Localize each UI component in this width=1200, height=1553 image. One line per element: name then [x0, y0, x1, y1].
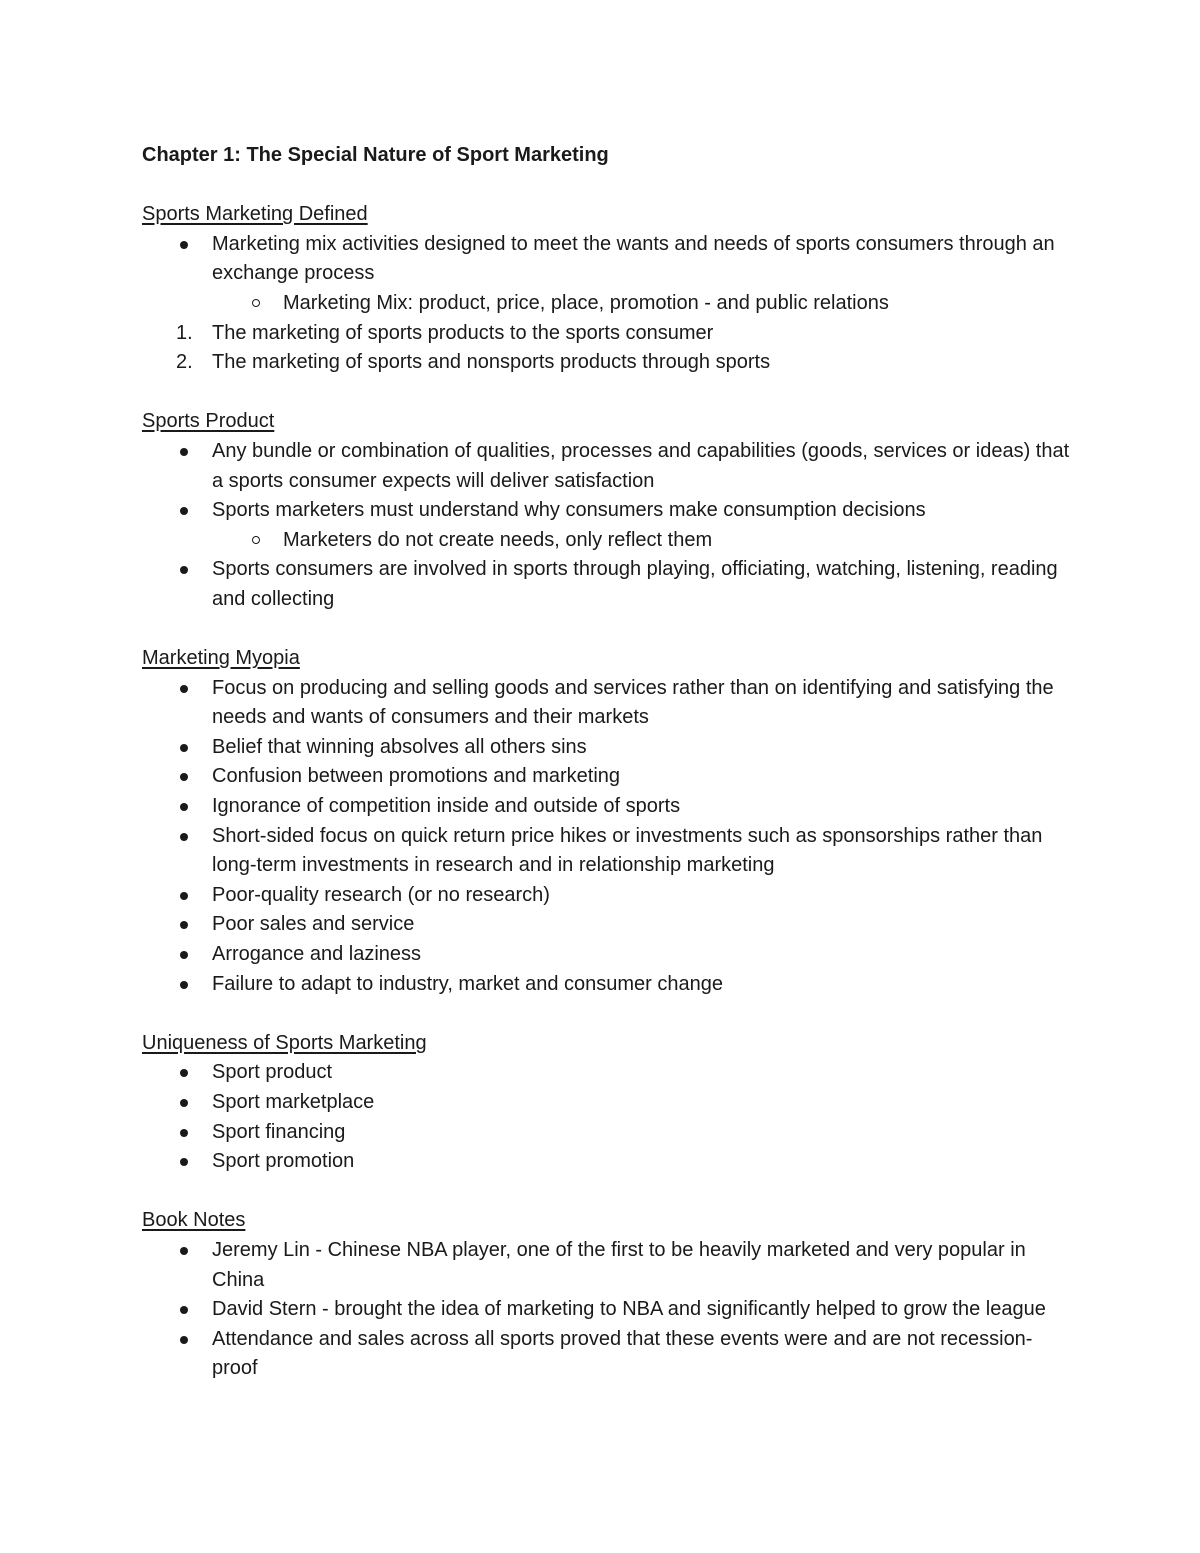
numbered-list-item: [142, 348, 1072, 378]
list-item-text: Poor-quality research (or no research): [212, 883, 550, 906]
bullet-icon: [180, 1158, 188, 1166]
list-item-text: Marketing mix activities designed to meet the wants and needs of sports consumers through an exchange process: [212, 232, 1055, 285]
list-item: [142, 1088, 1072, 1118]
bullet-icon: [180, 981, 188, 989]
section-heading: Uniqueness of Sports Marketing: [142, 1031, 427, 1054]
list-item: [142, 230, 1072, 289]
bullet-icon: [180, 951, 188, 959]
bullet-icon: [180, 744, 188, 752]
list-item: [142, 496, 1072, 526]
list-number: 1.: [176, 321, 193, 344]
list-item-text: Sport promotion: [212, 1150, 355, 1173]
list-item-text: Sports marketers must understand why consumers make consumption decisions: [212, 499, 926, 522]
section-book-notes: [142, 1206, 1072, 1384]
section-heading: Book Notes: [142, 1209, 246, 1232]
bullet-icon: [180, 1336, 188, 1344]
bullet-icon: [180, 1129, 188, 1137]
list-item: [142, 762, 1072, 792]
sub-list-item: [142, 526, 1072, 556]
bullet-icon: [180, 1247, 188, 1255]
list-item-text: Ignorance of competition inside and outside of sports: [212, 795, 681, 818]
bullet-icon: [180, 448, 188, 456]
list-item: [142, 881, 1072, 911]
list-item-text: Belief that winning absolves all others sins: [212, 735, 587, 758]
hollow-bullet-icon: [252, 299, 260, 307]
bullet-icon: [180, 833, 188, 841]
document-page: [142, 141, 1072, 1414]
list-item-text: Arrogance and laziness: [212, 943, 422, 966]
list-item-text: Confusion between promotions and marketing: [212, 765, 621, 788]
list-item: [142, 1118, 1072, 1148]
list-item-text: David Stern - brought the idea of marketing to NBA and significantly helped to grow the league: [212, 1298, 1046, 1321]
list-item-text: Sport product: [212, 1061, 333, 1084]
list-item: [142, 1295, 1072, 1325]
hollow-bullet-icon: [252, 536, 260, 544]
list-item: [142, 733, 1072, 763]
list-item-text: Poor sales and service: [212, 913, 415, 936]
bullet-icon: [180, 685, 188, 693]
section-sports-marketing-defined: [142, 200, 1072, 378]
list-item-text: Focus on producing and selling goods and services rather than on identifying and satisfying the needs and wants of consumers and their markets: [212, 676, 1054, 729]
list-item: [142, 940, 1072, 970]
bullet-icon: [180, 1069, 188, 1077]
list-item: [142, 822, 1072, 881]
section-marketing-myopia: [142, 644, 1072, 999]
section-uniqueness-of-sports-marketing: [142, 1029, 1072, 1177]
section-heading: Sports Product: [142, 410, 275, 433]
list-item-text: Sport financing: [212, 1120, 346, 1143]
bullet-icon: [180, 803, 188, 811]
list-item-text: Failure to adapt to industry, market and consumer change: [212, 972, 724, 995]
sub-list-item: [142, 289, 1072, 319]
list-item-text: Short-sided focus on quick return price hikes or investments such as sponsorships rather than long-term investments in research and in relationship marketing: [212, 824, 1043, 877]
list-item-text: Marketers do not create needs, only reflect them: [283, 528, 713, 551]
bullet-icon: [180, 892, 188, 900]
chapter-title: Chapter 1: The Special Nature of Sport Marketing: [142, 144, 609, 166]
numbered-list-item: [142, 319, 1072, 349]
section-heading: Marketing Myopia: [142, 647, 300, 670]
list-item: [142, 1058, 1072, 1088]
list-item: [142, 437, 1072, 496]
list-item: [142, 970, 1072, 1000]
list-item-text: Any bundle or combination of qualities, processes and capabilities (goods, services or ideas) that a sports consumer expects will deliver satisfaction: [212, 439, 1070, 492]
section-sports-product: [142, 407, 1072, 614]
list-item: [142, 792, 1072, 822]
section-heading: Sports Marketing Defined: [142, 203, 368, 226]
list-item-text: The marketing of sports and nonsports products through sports: [212, 351, 771, 374]
list-item: [142, 1147, 1072, 1177]
list-item-text: Sports consumers are involved in sports through playing, officiating, watching, listening, reading and collecting: [212, 558, 1058, 610]
bullet-icon: [180, 1306, 188, 1314]
bullet-icon: [180, 507, 188, 515]
bullet-icon: [180, 566, 188, 574]
list-item: [142, 674, 1072, 733]
list-number: 2.: [176, 351, 193, 374]
list-item-text: Marketing Mix: product, price, place, promotion - and public relations: [283, 291, 889, 314]
list-item: [142, 1236, 1072, 1295]
bullet-icon: [180, 241, 188, 249]
list-item-text: Sport marketplace: [212, 1091, 375, 1113]
list-item-text: Attendance and sales across all sports proved that these events were and are not recession-proof: [212, 1327, 1033, 1380]
bullet-icon: [180, 1099, 188, 1107]
list-item-text: Jeremy Lin - Chinese NBA player, one of the first to be heavily marketed and very popular in China: [212, 1238, 1026, 1291]
list-item-text: The marketing of sports products to the sports consumer: [212, 321, 714, 344]
list-item: [142, 1325, 1072, 1384]
list-item: [142, 555, 1072, 614]
bullet-icon: [180, 921, 188, 929]
list-item: [142, 910, 1072, 940]
bullet-icon: [180, 773, 188, 781]
